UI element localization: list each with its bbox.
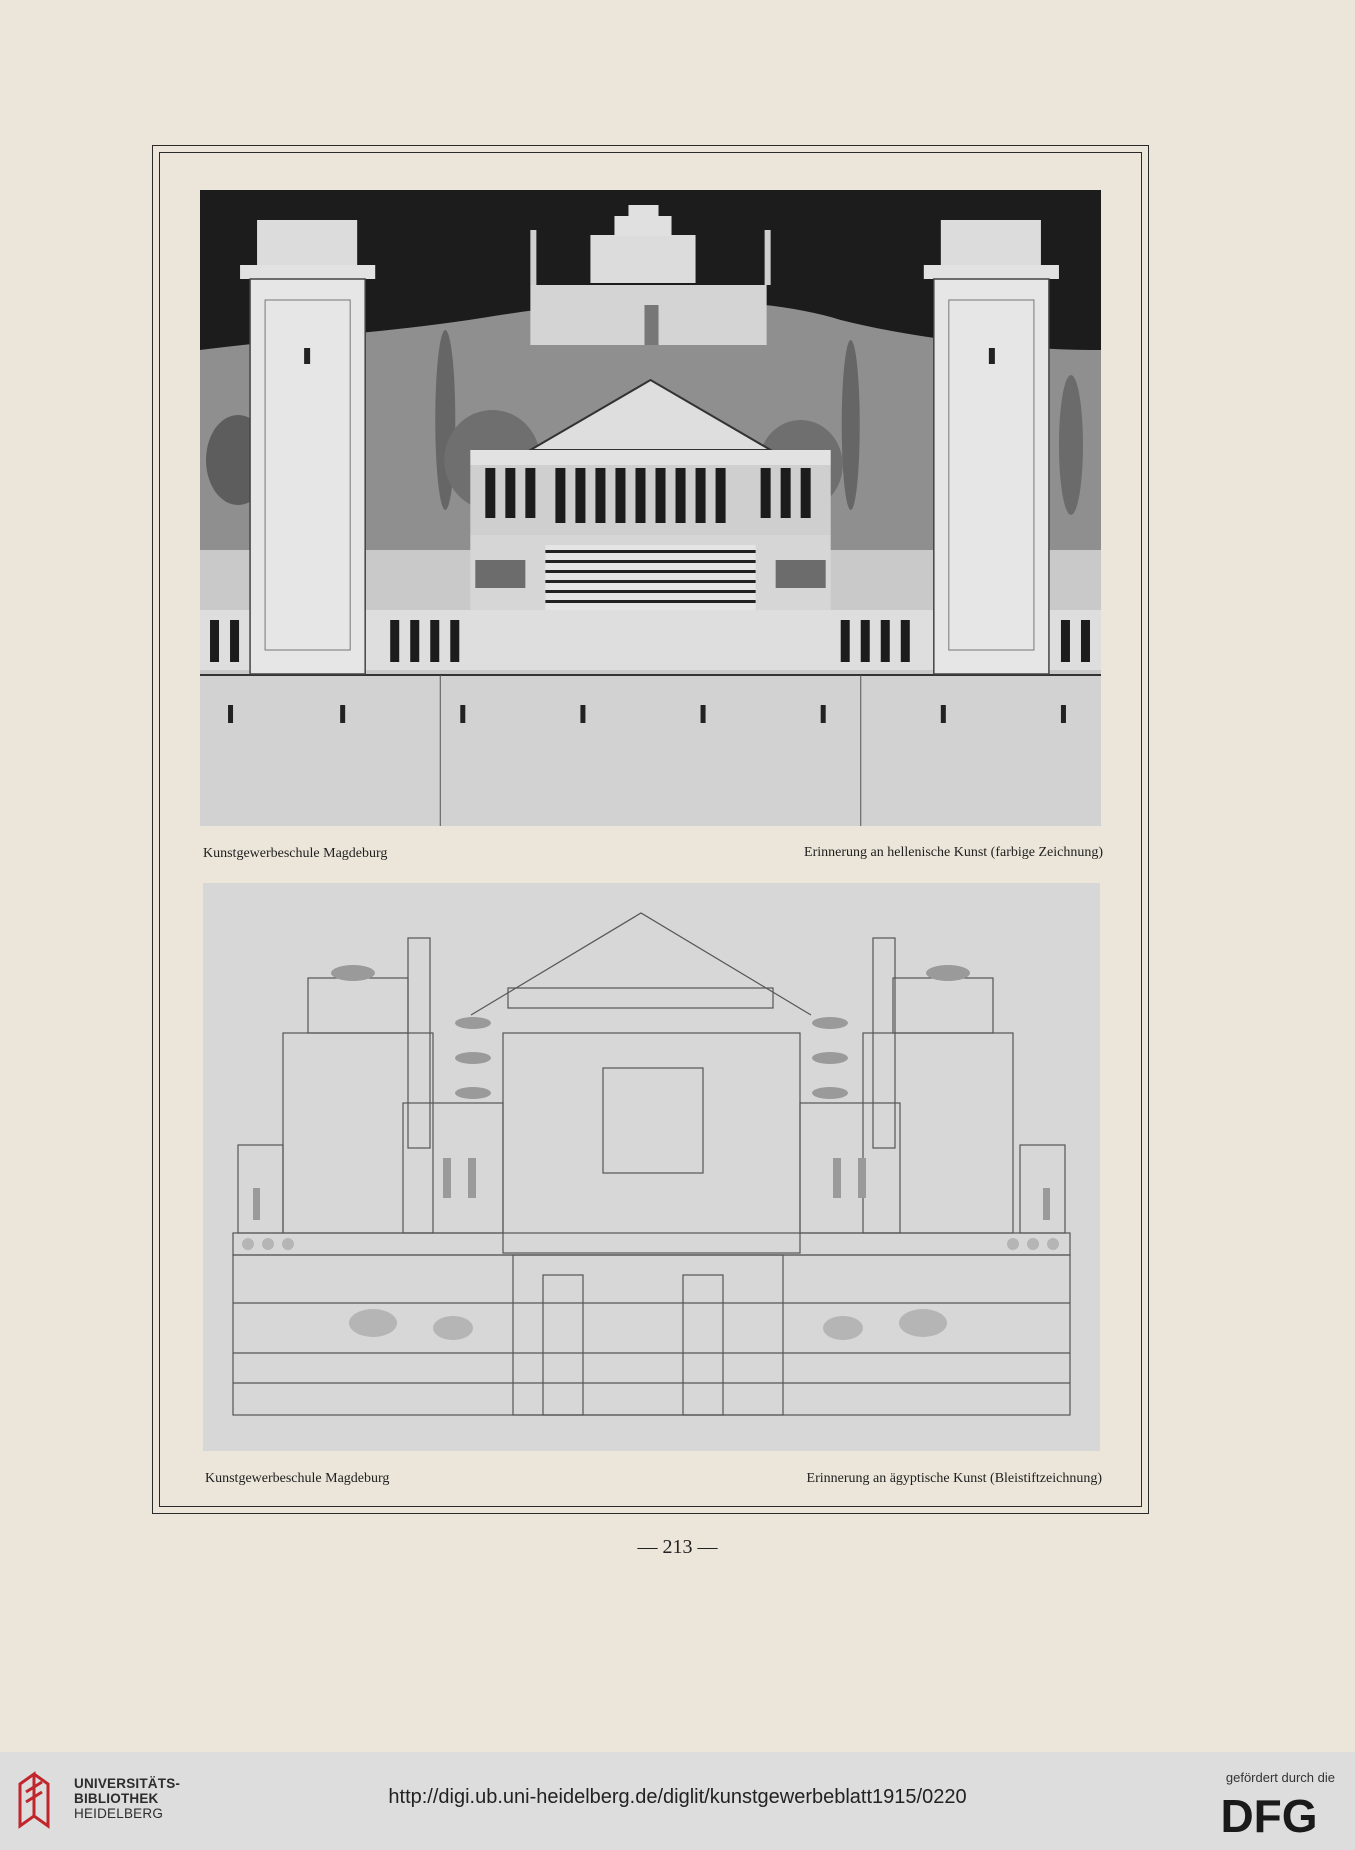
plate-hellenic-drawing <box>200 190 1101 826</box>
footer-bar <box>0 1752 1355 1850</box>
plate-2-caption-left: Kunstgewerbeschule Magdeburg <box>205 1471 390 1486</box>
document-url[interactable]: http://digi.ub.uni-heidelberg.de/diglit/kunstgewerbeblatt1915/0220 <box>388 1786 967 1808</box>
page-number: — 213 — <box>637 1536 718 1558</box>
hellenic-architecture-illustration <box>200 190 1101 826</box>
plate-1-caption-left: Kunstgewerbeschule Magdeburg <box>203 846 388 861</box>
egyptian-architecture-illustration <box>203 883 1100 1451</box>
library-name-line-1: UNIVERSITÄTS- <box>74 1776 181 1791</box>
plate-1-caption-right: Erinnerung an hellenische Kunst (farbige Zeichnung) <box>804 845 1103 860</box>
library-name-line-3: HEIDELBERG <box>74 1806 164 1821</box>
plate-egyptian-drawing <box>203 883 1100 1451</box>
svg-text:DFG: DFG <box>1220 1792 1318 1838</box>
dfg-logo-icon <box>1205 1792 1333 1838</box>
library-name-line-2: BIBLIOTHEK <box>74 1791 159 1806</box>
funding-text: gefördert durch die <box>1225 1770 1335 1785</box>
plate-2-caption-right: Erinnerung an ägyptische Kunst (Bleistiftzeichnung) <box>806 1471 1102 1486</box>
